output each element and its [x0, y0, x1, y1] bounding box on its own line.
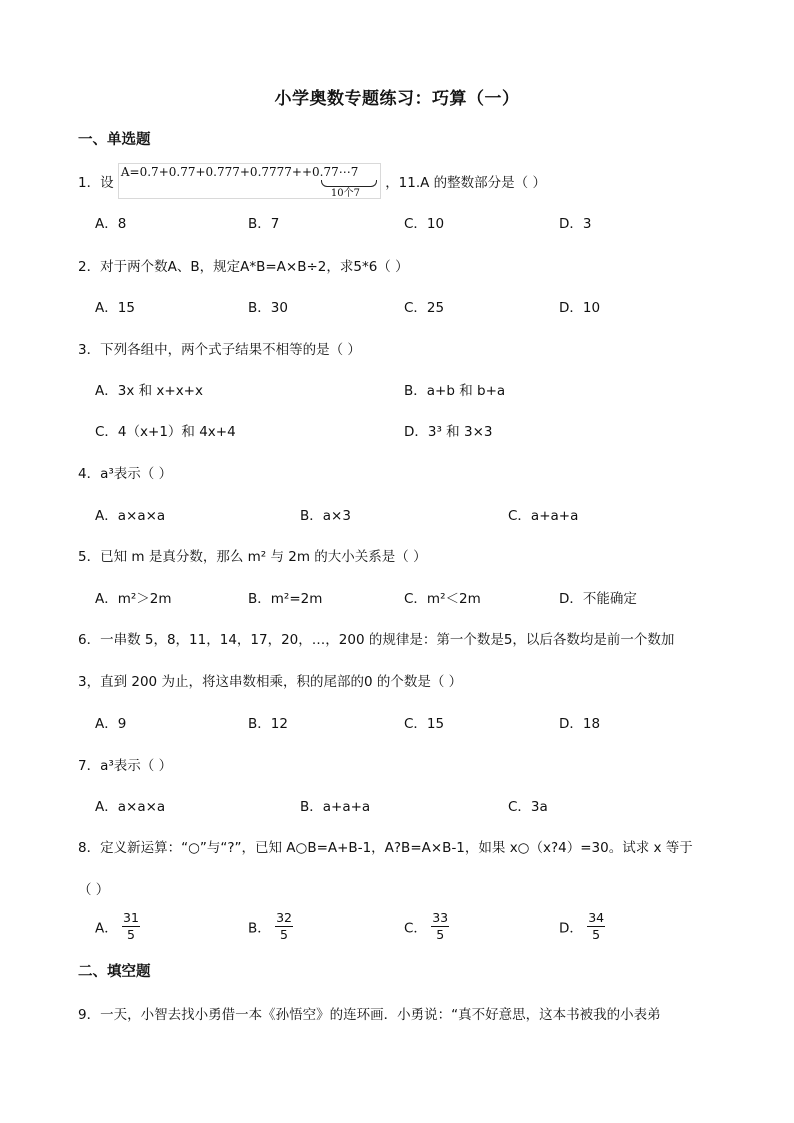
question-6-line-1: 6．一串数 5，8，11，14，17，20，…，200 的规律是：第一个数是5，以后各数均是前一个数加: [78, 632, 675, 648]
q6-option-c: C．15: [404, 716, 445, 732]
q2-option-b: B．30: [248, 300, 288, 316]
q8-option-b: [248, 910, 293, 943]
q4-option-c: C．a+a+a: [508, 508, 579, 524]
q8-option-d-label: D．: [559, 920, 583, 937]
fraction-denominator: 5: [592, 926, 601, 942]
q1-option-d: D．3: [559, 216, 592, 232]
fraction: [587, 912, 605, 941]
page-title: 小学奥数专题练习：巧算（一）: [274, 89, 520, 109]
fraction-denominator: 5: [436, 926, 445, 942]
question-4: 4．a³表示（ ）: [78, 466, 173, 482]
fraction-numerator: 34: [588, 910, 605, 925]
fraction-denominator: 5: [127, 926, 135, 942]
q8-option-c: [404, 910, 449, 943]
q8-option-d: [559, 910, 605, 943]
question-8-line-1: 8．定义新运算：“○”与“?”，已知 A○B=A+B-1，A?B=A×B-1，如果 x○（x?4）=30。试求 x 等于: [78, 840, 693, 856]
question-7: 7．a³表示（ ）: [78, 758, 173, 774]
fraction-numerator: 33: [432, 910, 449, 925]
question-1-formula: [118, 163, 381, 199]
question-6-line-2: 3，直到 200 为止，将这串数相乘，积的尾部的0 的个数是（ ）: [78, 674, 463, 690]
q7-option-b: B．a+a+a: [300, 799, 371, 815]
q3-option-a: A．3x 和 x+x+x: [95, 383, 203, 399]
q8-option-a-label: A．: [95, 920, 118, 937]
question-8-line-2: （ ）: [78, 882, 110, 898]
fraction: [431, 912, 449, 941]
question-5: 5．已知 m 是真分数，那么 m² 与 2m 的大小关系是（ ）: [78, 549, 427, 565]
q8-option-c-label: C．: [404, 920, 427, 937]
question-9: 9．一天，小智去找小勇借一本《孙悟空》的连环画．小勇说：“真不好意思，这本书被我的小表弟: [78, 1007, 661, 1023]
q8-option-a: [95, 910, 140, 943]
q2-option-d: D．10: [559, 300, 601, 316]
fraction-numerator: 32: [276, 910, 292, 925]
q5-option-d: D．不能确定: [559, 591, 637, 607]
fraction: [275, 912, 293, 941]
q7-option-c: C．3a: [508, 799, 548, 815]
q5-option-a: A．m²＞2m: [95, 591, 172, 607]
question-1-prefix: 1．设: [78, 175, 114, 191]
q4-option-b: B．a×3: [300, 508, 351, 524]
fraction-numerator: 31: [123, 910, 139, 925]
fraction: [122, 912, 140, 941]
fraction-denominator: 5: [280, 926, 288, 942]
section-heading-fill-in: 二、填空题: [78, 964, 151, 980]
q8-option-b-label: B．: [248, 920, 271, 937]
q2-option-c: C．25: [404, 300, 445, 316]
q1-option-a: A．8: [95, 216, 127, 232]
q3-option-c: C．4（x+1）和 4x+4: [95, 424, 236, 440]
q1-option-b: B．7: [248, 216, 280, 232]
q6-option-b: B．12: [248, 716, 288, 732]
question-3: 3．下列各组中，两个式子结果不相等的是（ ）: [78, 342, 361, 358]
q5-option-b: B．m²=2m: [248, 591, 323, 607]
question-1-suffix: ，11.A 的整数部分是（ ）: [385, 175, 546, 191]
q6-option-a: A．9: [95, 716, 127, 732]
q7-option-a: A．a×a×a: [95, 799, 166, 815]
q1-option-c: C．10: [404, 216, 445, 232]
section-heading-single-choice: 一、单选题: [78, 132, 151, 148]
question-1: [78, 165, 546, 199]
q3-option-b: B．a+b 和 b+a: [404, 383, 506, 399]
formula-expression: A=0.7+0.77+0.777+0.7777++0.77⋯7: [120, 165, 359, 179]
q5-option-c: C．m²＜2m: [404, 591, 481, 607]
q4-option-a: A．a×a×a: [95, 508, 166, 524]
q6-option-d: D．18: [559, 716, 601, 732]
q2-option-a: A．15: [95, 300, 135, 316]
question-2: 2．对于两个数A、B，规定A*B=A×B÷2，求5*6（ ）: [78, 259, 409, 275]
q3-option-d: D．3³ 和 3×3: [404, 424, 493, 440]
formula-underbrace-label: 10个7: [330, 188, 360, 199]
